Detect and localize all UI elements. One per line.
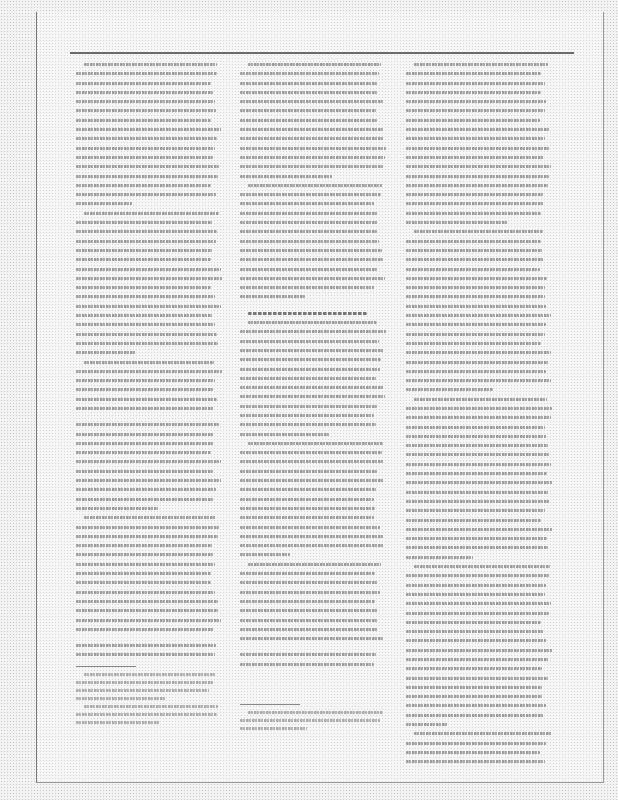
text-line xyxy=(240,79,388,88)
text-line xyxy=(406,172,554,181)
text-line xyxy=(76,430,224,439)
text-line xyxy=(76,467,224,476)
text-line xyxy=(406,181,554,190)
text-line xyxy=(76,569,224,578)
text-line xyxy=(76,625,224,634)
text-line xyxy=(406,720,554,729)
text-line xyxy=(406,134,554,143)
text-line xyxy=(76,367,224,376)
text-line xyxy=(406,525,554,534)
text-line xyxy=(76,246,224,255)
text-line xyxy=(406,757,554,766)
text-line xyxy=(240,457,388,466)
footnote-line xyxy=(76,718,224,726)
text-line xyxy=(240,650,388,659)
text-line xyxy=(76,550,224,559)
text-line xyxy=(406,674,554,683)
text-line xyxy=(406,395,554,404)
text-line xyxy=(406,246,554,255)
text-line xyxy=(76,88,224,97)
text-line xyxy=(240,467,388,476)
text-line xyxy=(240,60,388,69)
text-line xyxy=(406,543,554,552)
text-line xyxy=(240,274,388,283)
text-line xyxy=(240,181,388,190)
text-line xyxy=(240,485,388,494)
text-line xyxy=(240,402,388,411)
text-line xyxy=(240,578,388,587)
text-line xyxy=(76,69,224,78)
text-line xyxy=(76,302,224,311)
text-line xyxy=(76,339,224,348)
text-line xyxy=(240,218,388,227)
text-line xyxy=(406,330,554,339)
text-line xyxy=(240,430,388,439)
text-line xyxy=(76,172,224,181)
text-line xyxy=(240,448,388,457)
text-line xyxy=(406,627,554,636)
text-line xyxy=(406,646,554,655)
text-column-middle xyxy=(240,60,388,698)
footnote-line xyxy=(76,678,224,686)
text-line xyxy=(406,404,554,413)
text-line xyxy=(240,346,388,355)
footnote-line xyxy=(76,694,224,702)
footnote-line xyxy=(240,716,388,724)
text-line xyxy=(76,79,224,88)
text-line xyxy=(406,320,554,329)
text-line xyxy=(76,413,224,420)
text-line xyxy=(406,739,554,748)
text-line xyxy=(240,643,388,650)
text-line xyxy=(406,711,554,720)
text-line xyxy=(406,106,554,115)
text-line xyxy=(240,292,388,301)
text-line xyxy=(406,506,554,515)
text-line xyxy=(406,79,554,88)
text-line xyxy=(240,246,388,255)
text-line xyxy=(76,60,224,69)
text-line xyxy=(406,358,554,367)
text-line xyxy=(406,209,554,218)
text-line xyxy=(76,385,224,394)
text-line xyxy=(406,116,554,125)
text-line xyxy=(406,432,554,441)
footnote-line xyxy=(76,686,224,694)
text-line xyxy=(76,395,224,404)
text-line xyxy=(240,355,388,364)
text-line xyxy=(406,274,554,283)
text-line xyxy=(406,571,554,580)
text-line xyxy=(240,125,388,134)
text-line xyxy=(406,729,554,738)
text-line xyxy=(406,450,554,459)
text-line xyxy=(240,144,388,153)
text-line xyxy=(240,532,388,541)
text-line xyxy=(76,311,224,320)
text-line xyxy=(76,560,224,569)
text-line xyxy=(76,504,224,513)
text-line xyxy=(76,597,224,606)
text-line xyxy=(240,411,388,420)
text-line xyxy=(76,134,224,143)
text-line xyxy=(406,69,554,78)
text-line xyxy=(240,634,388,643)
text-line xyxy=(240,606,388,615)
text-line xyxy=(406,655,554,664)
text-line xyxy=(240,106,388,115)
footnote-line xyxy=(76,710,224,718)
text-line xyxy=(76,641,224,650)
text-line xyxy=(240,88,388,97)
text-line xyxy=(240,616,388,625)
text-line xyxy=(76,532,224,541)
text-line xyxy=(76,265,224,274)
footnotes xyxy=(240,708,388,732)
text-line xyxy=(406,692,554,701)
text-line xyxy=(76,218,224,227)
text-line xyxy=(406,618,554,627)
text-line xyxy=(76,588,224,597)
text-line xyxy=(240,495,388,504)
header-rule xyxy=(70,52,574,54)
text-line xyxy=(76,227,224,236)
text-line xyxy=(76,106,224,115)
text-line xyxy=(76,439,224,448)
text-line xyxy=(406,534,554,543)
text-line xyxy=(240,597,388,606)
text-line xyxy=(240,523,388,532)
text-line xyxy=(240,227,388,236)
text-line xyxy=(406,88,554,97)
text-line xyxy=(406,339,554,348)
text-line xyxy=(76,255,224,264)
text-line xyxy=(240,153,388,162)
text-line xyxy=(406,97,554,106)
text-line xyxy=(406,311,554,320)
text-line xyxy=(406,376,554,385)
text-line xyxy=(406,265,554,274)
text-line xyxy=(406,125,554,134)
text-line xyxy=(240,365,388,374)
text-line xyxy=(240,283,388,292)
text-line xyxy=(76,616,224,625)
footnote-rule xyxy=(240,704,300,705)
text-line xyxy=(406,60,554,69)
text-line xyxy=(240,439,388,448)
text-line xyxy=(240,318,388,327)
text-line xyxy=(406,367,554,376)
text-line xyxy=(240,265,388,274)
text-line xyxy=(76,541,224,550)
text-line xyxy=(240,588,388,597)
text-line xyxy=(240,190,388,199)
footnote-line xyxy=(76,702,224,710)
text-line xyxy=(240,392,388,401)
text-line xyxy=(76,144,224,153)
text-line xyxy=(76,420,224,429)
text-line xyxy=(406,153,554,162)
text-line xyxy=(76,650,224,659)
text-line xyxy=(76,634,224,641)
text-line xyxy=(406,701,554,710)
text-line xyxy=(406,385,554,394)
footnote-line xyxy=(240,708,388,716)
text-line xyxy=(240,69,388,78)
text-line xyxy=(76,162,224,171)
text-line xyxy=(406,218,554,227)
text-line xyxy=(240,374,388,383)
text-line xyxy=(406,469,554,478)
text-line xyxy=(240,337,388,346)
text-line xyxy=(240,476,388,485)
text-line xyxy=(406,562,554,571)
text-line xyxy=(76,513,224,522)
text-line xyxy=(76,116,224,125)
text-line xyxy=(406,581,554,590)
text-line xyxy=(240,560,388,569)
footnotes xyxy=(76,670,224,726)
text-line xyxy=(406,441,554,450)
text-line xyxy=(76,125,224,134)
text-line xyxy=(406,423,554,432)
text-line xyxy=(406,636,554,645)
text-line xyxy=(240,660,388,669)
text-column-right xyxy=(406,60,554,778)
text-line xyxy=(76,274,224,283)
text-line xyxy=(406,413,554,422)
text-column-left xyxy=(76,60,224,660)
text-line xyxy=(240,309,388,318)
text-line xyxy=(406,683,554,692)
text-line xyxy=(76,457,224,466)
text-line xyxy=(76,358,224,367)
text-line xyxy=(240,625,388,634)
text-line xyxy=(406,283,554,292)
text-line xyxy=(76,348,224,357)
text-line xyxy=(406,162,554,171)
text-line xyxy=(406,599,554,608)
text-line xyxy=(240,550,388,559)
text-line xyxy=(76,209,224,218)
running-header xyxy=(70,40,570,52)
text-line xyxy=(240,255,388,264)
text-line xyxy=(76,448,224,457)
text-line xyxy=(240,541,388,550)
text-line xyxy=(406,144,554,153)
text-line xyxy=(240,513,388,522)
text-line xyxy=(76,97,224,106)
text-line xyxy=(240,420,388,429)
text-line xyxy=(406,302,554,311)
text-line xyxy=(76,523,224,532)
text-line xyxy=(406,488,554,497)
text-line xyxy=(76,376,224,385)
text-line xyxy=(406,748,554,757)
text-line xyxy=(76,153,224,162)
text-line xyxy=(76,476,224,485)
text-line xyxy=(406,478,554,487)
text-line xyxy=(76,404,224,413)
text-line xyxy=(76,578,224,587)
text-line xyxy=(240,134,388,143)
text-line xyxy=(406,664,554,673)
text-line xyxy=(76,292,224,301)
text-line xyxy=(240,383,388,392)
text-line xyxy=(406,190,554,199)
text-line xyxy=(76,237,224,246)
text-line xyxy=(240,504,388,513)
text-line xyxy=(76,330,224,339)
text-line xyxy=(76,181,224,190)
text-line xyxy=(406,348,554,357)
text-line xyxy=(406,199,554,208)
text-line xyxy=(240,116,388,125)
text-line xyxy=(76,606,224,615)
text-line xyxy=(406,516,554,525)
text-line xyxy=(240,237,388,246)
footnote-rule xyxy=(76,666,136,667)
text-line xyxy=(240,199,388,208)
text-line xyxy=(76,320,224,329)
text-line xyxy=(76,485,224,494)
text-line xyxy=(406,553,554,562)
text-line xyxy=(240,162,388,171)
text-line xyxy=(76,199,224,208)
text-line xyxy=(406,227,554,236)
text-line xyxy=(406,460,554,469)
text-line xyxy=(406,255,554,264)
text-line xyxy=(406,609,554,618)
text-line xyxy=(76,495,224,504)
text-line xyxy=(240,172,388,181)
text-line xyxy=(406,292,554,301)
text-line xyxy=(240,97,388,106)
text-line xyxy=(76,283,224,292)
text-line xyxy=(240,302,388,309)
text-line xyxy=(406,237,554,246)
text-line xyxy=(240,209,388,218)
footnote-line xyxy=(76,670,224,678)
text-line xyxy=(240,569,388,578)
text-line xyxy=(406,590,554,599)
footnote-line xyxy=(240,724,388,732)
text-line xyxy=(240,327,388,336)
text-line xyxy=(76,190,224,199)
text-line xyxy=(406,497,554,506)
